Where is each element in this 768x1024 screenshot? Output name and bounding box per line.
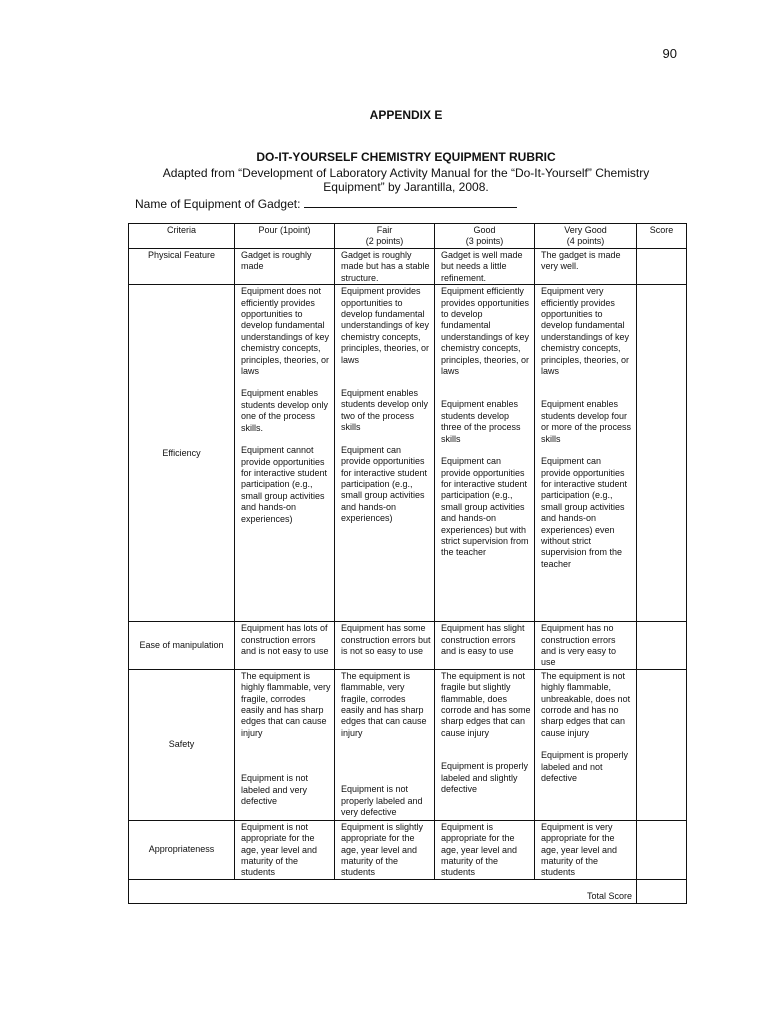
header-fair-points: (2 points) (365, 236, 404, 247)
cell-appropriateness-poor: Equipment is not appropriate for the age, year level and maturity of the students (235, 820, 335, 879)
safety-fair-labeling: Equipment is not properly labeled and very defective (341, 784, 423, 818)
equipment-name-label: Name of Equipment of Gadget: (135, 197, 301, 211)
cell-efficiency-poor (235, 285, 335, 622)
header-poor: Pour (1point) (235, 224, 335, 249)
criteria-appropriateness: Appropriateness (129, 820, 235, 879)
rubric-table (128, 223, 687, 904)
total-score-value[interactable] (637, 879, 687, 903)
row-appropriateness (129, 820, 687, 879)
efficiency-fair-participation: Equipment can provide opportunities for interactive student participation (e.g., small group activities and hands-on experiences) (341, 444, 428, 524)
row-physical-feature (129, 249, 687, 285)
efficiency-fair-concepts: Equipment provides opportunities to develop fundamental understandings of key chemistry concepts, principles, theories, or laws (341, 286, 430, 365)
safety-very-good-hazards: The equipment is not highly flammable, unbreakable, does not corrode and has no sharp edges that can cause injury (541, 670, 631, 738)
efficiency-poor-skills: Equipment enables students develop only one of the process skills. (241, 388, 329, 433)
header-criteria: Criteria (129, 224, 235, 249)
cell-efficiency-very-good (535, 285, 637, 622)
cell-safety-fair (335, 669, 435, 820)
rubric-title: DO-IT-YOURSELF CHEMISTRY EQUIPMENT RUBRIC (256, 150, 556, 164)
efficiency-fair-skills: Equipment enables students develop only two of the process skills (341, 388, 429, 433)
cell-ease-poor: Equipment has lots of construction errors and is not easy to use (235, 622, 335, 670)
cell-ease-good: Equipment has slight construction errors and is easy to use (435, 622, 535, 670)
row-safety (129, 669, 687, 820)
safety-good-hazards: The equipment is not fragile but slightly flammable, does corrode and has some sharp edges that can cause injury (441, 670, 531, 738)
cell-physical-very-good: The gadget is made very well. (535, 249, 637, 285)
cell-efficiency-fair (335, 285, 435, 622)
cell-appropriateness-very-good: Equipment is very appropriate for the age, year level and maturity of the students (535, 820, 637, 879)
equipment-name-line (135, 195, 517, 211)
cell-appropriateness-fair: Equipment is slightly appropriate for the age, year level and maturity of the students (335, 820, 435, 879)
criteria-efficiency: Efficiency (129, 285, 235, 622)
safety-poor-labeling: Equipment is not labeled and very defective (241, 773, 309, 807)
cell-safety-good (435, 669, 535, 820)
header-fair-label: Fair (376, 225, 393, 235)
score-ease[interactable] (637, 622, 687, 670)
cell-appropriateness-good: Equipment is appropriate for the age, year level and maturity of the students (435, 820, 535, 879)
efficiency-good-concepts: Equipment efficiently provides opportunities to develop fundamental understandings of key chemistry concepts, principles, theories, or laws (441, 286, 530, 377)
score-physical[interactable] (637, 249, 687, 285)
header-good (435, 224, 535, 249)
cell-efficiency-good (435, 285, 535, 622)
safety-very-good-labeling: Equipment is properly labeled and not defective (541, 750, 629, 784)
efficiency-good-skills: Equipment enables students develop three of the process skills (441, 399, 521, 444)
criteria-safety: Safety (129, 669, 235, 820)
header-very-good-label: Very Good (564, 225, 607, 235)
header-fair (335, 224, 435, 249)
header-good-points: (3 points) (465, 236, 504, 247)
cell-physical-poor: Gadget is roughly made (235, 249, 335, 285)
efficiency-poor-participation: Equipment cannot provide opportunities for interactive student participation (e.g., small group activities and hands-on experiences) (241, 445, 328, 524)
cell-ease-very-good: Equipment has no construction errors and is very easy to use (535, 622, 637, 670)
row-total-score (129, 879, 687, 903)
appendix-title: APPENDIX E (369, 108, 443, 122)
equipment-name-blank (304, 195, 517, 208)
cell-physical-good: Gadget is well made but needs a little refinement. (435, 249, 535, 285)
cell-safety-very-good (535, 669, 637, 820)
page-number: 90 (662, 46, 677, 61)
total-score-label: Total Score (129, 879, 637, 903)
header-good-label: Good (473, 225, 496, 235)
score-safety[interactable] (637, 669, 687, 820)
header-score: Score (637, 224, 687, 249)
efficiency-very-good-skills: Equipment enables students develop four or more of the process skills (541, 399, 632, 444)
cell-physical-fair: Gadget is roughly made but has a stable structure. (335, 249, 435, 285)
rubric-subtitle: Adapted from “Development of Laboratory Activity Manual for the “Do-It-Yourself” Chemistry Equipment” by Jarantilla, 2008. (162, 166, 650, 194)
criteria-ease-of-manipulation: Ease of manipulation (129, 622, 235, 670)
row-ease-of-manipulation (129, 622, 687, 670)
header-very-good (535, 224, 637, 249)
score-appropriateness[interactable] (637, 820, 687, 879)
criteria-physical-feature: Physical Feature (129, 249, 235, 285)
cell-safety-poor (235, 669, 335, 820)
efficiency-very-good-participation: Equipment can provide opportunities for interactive student participation (e.g., small group activities and hands-on experiences) even without strict supervision from the teacher (541, 456, 628, 569)
efficiency-good-participation: Equipment can provide opportunities for interactive student participation (e.g., small group activities and hands-on experiences) but with strict supervision from the teacher (441, 456, 529, 558)
safety-good-labeling: Equipment is properly labeled and slightly defective (441, 761, 529, 795)
header-very-good-points: (4 points) (566, 236, 605, 247)
cell-ease-fair: Equipment has some construction errors but is not so easy to use (335, 622, 435, 670)
efficiency-poor-concepts: Equipment does not efficiently provides opportunities to develop fundamental understandings of key chemistry concepts, principles, theories, or laws (241, 286, 330, 377)
header-row (129, 224, 687, 249)
score-efficiency[interactable] (637, 285, 687, 622)
safety-fair-hazards: The equipment is flammable, very fragile, corrodes easily and has sharp edges that can cause injury (341, 670, 427, 738)
row-efficiency (129, 285, 687, 622)
efficiency-very-good-concepts: Equipment very efficiently provides opportunities to develop fundamental understandings of key chemistry concepts, principles, theories, or laws (541, 286, 630, 377)
safety-poor-hazards: The equipment is highly flammable, very fragile, corrodes easily and has sharp edges that can cause injury (241, 670, 331, 738)
